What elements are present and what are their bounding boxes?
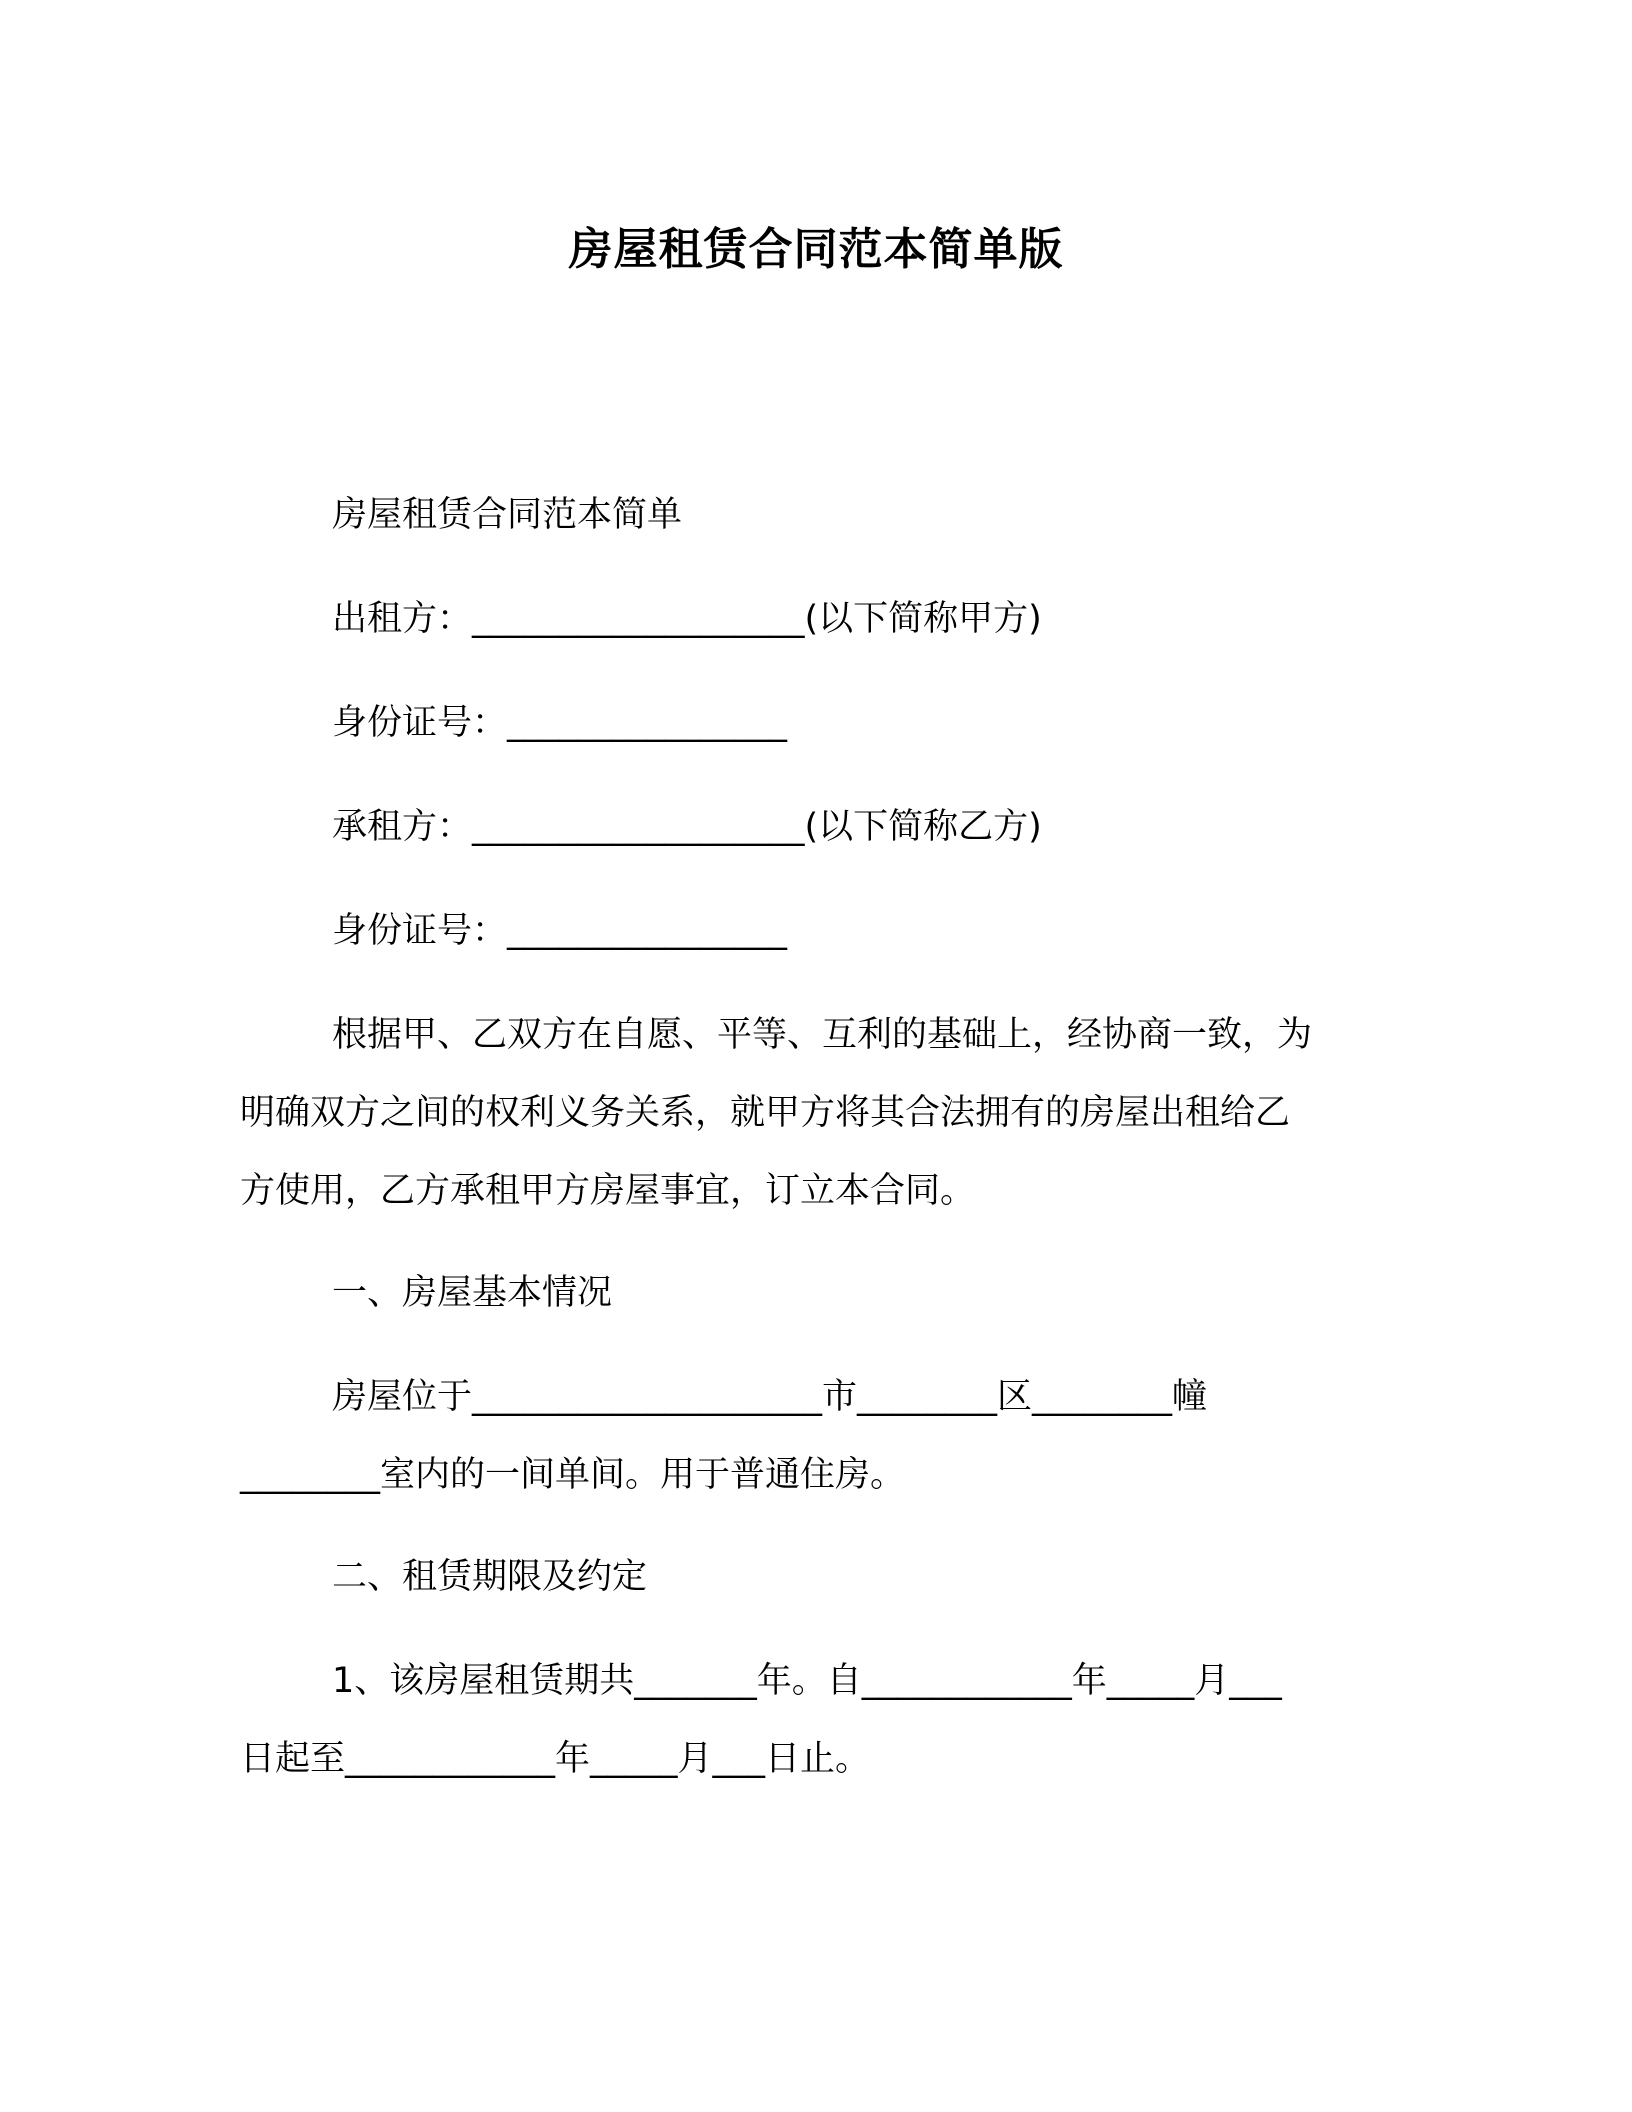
subtitle-line: 房屋租赁合同范本简单 bbox=[332, 495, 683, 535]
lessor-id-line: 身份证号：________________ bbox=[332, 703, 788, 743]
lessee-line: 承租方：___________________(以下简称乙方) bbox=[332, 807, 1042, 847]
lease-term-line-1: 1、该房屋租赁期共_______年。自____________年_____月___ bbox=[332, 1661, 1282, 1701]
preamble-line-1: 根据甲、乙双方在自愿、平等、互利的基础上，经协商一致，为 bbox=[332, 1015, 1313, 1055]
section-1-heading: 一、房屋基本情况 bbox=[332, 1273, 613, 1313]
lessee-id-line: 身份证号：________________ bbox=[332, 911, 788, 951]
lessor-line: 出租方：___________________(以下简称甲方) bbox=[332, 599, 1042, 639]
property-location-line-1: 房屋位于____________________市________区________幢 bbox=[332, 1377, 1208, 1417]
lease-term-line-2: 日起至____________年_____月___日止。 bbox=[240, 1739, 871, 1779]
property-location-line-2: ________室内的一间单间。用于普通住房。 bbox=[240, 1455, 906, 1495]
document-title: 房屋租赁合同范本简单版 bbox=[568, 224, 1064, 275]
section-2-heading: 二、租赁期限及约定 bbox=[332, 1557, 648, 1597]
preamble-line-3: 方使用，乙方承租甲方房屋事宜，订立本合同。 bbox=[240, 1171, 976, 1211]
preamble-line-2: 明确双方之间的权利义务关系，就甲方将其合法拥有的房屋出租给乙 bbox=[240, 1093, 1291, 1133]
